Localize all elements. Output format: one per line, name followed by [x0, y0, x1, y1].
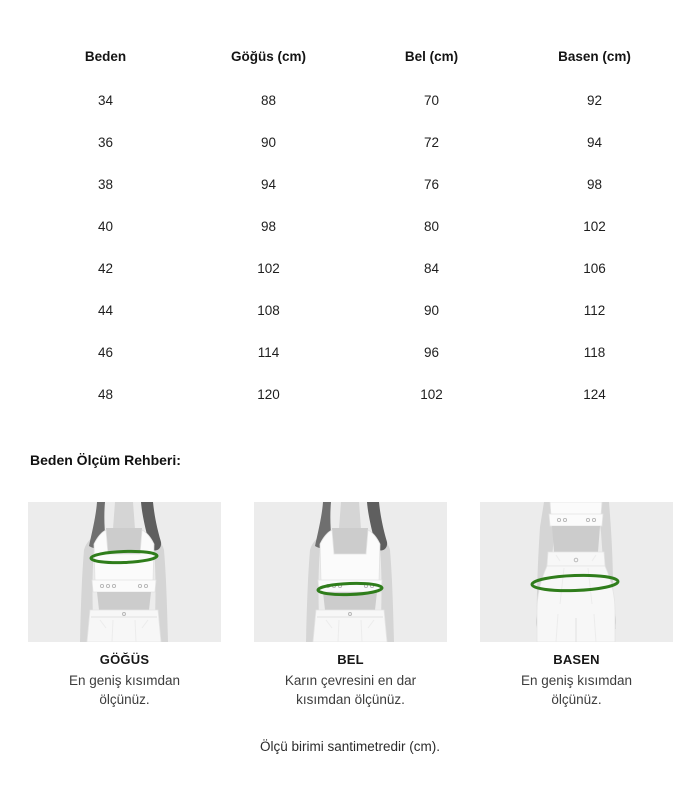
- table-row: [24, 247, 676, 289]
- chest-description: En geniş kısımdan ölçünüz.: [68, 673, 181, 707]
- guide-item-chest: [28, 502, 221, 709]
- column-header-gogus: Göğüs (cm): [230, 49, 306, 64]
- size-guide-page: [0, 34, 700, 754]
- hip-cell: 106: [583, 260, 606, 276]
- measurement-unit-note: Ölçü birimi santimetredir (cm).: [259, 739, 441, 754]
- table-row: [24, 331, 676, 373]
- chest-figure-graphic: [28, 502, 221, 642]
- chest-cell: 102: [257, 260, 280, 276]
- waist-cell: 102: [420, 386, 443, 402]
- table-row: [24, 289, 676, 331]
- hip-figure-graphic: [480, 502, 673, 642]
- hip-cell: 102: [583, 218, 606, 234]
- chest-label: GÖĞÜS: [99, 652, 150, 667]
- hip-cell: 118: [583, 344, 606, 360]
- waist-cell: 90: [423, 302, 440, 318]
- chest-cell: 114: [257, 344, 280, 360]
- waist-cell: 80: [423, 218, 440, 234]
- waist-cell: 84: [423, 260, 440, 276]
- waist-label: BEL: [337, 652, 364, 667]
- guide-item-hip: [480, 502, 673, 709]
- chest-cell: 94: [260, 176, 277, 192]
- size-cell: 38: [97, 176, 114, 192]
- table-row: [24, 373, 676, 415]
- size-cell: 44: [97, 302, 114, 318]
- size-cell: 48: [97, 386, 114, 402]
- chest-cell: 88: [260, 92, 277, 108]
- waist-measurement-image: [254, 502, 447, 642]
- hip-measurement-image: [480, 502, 673, 642]
- size-cell: 42: [97, 260, 114, 276]
- column-header-beden: Beden: [84, 49, 127, 64]
- chest-measurement-image: [28, 502, 221, 642]
- waist-figure-graphic: [254, 502, 447, 642]
- table-row: [24, 163, 676, 205]
- column-header-basen: Basen (cm): [558, 49, 631, 64]
- column-header-bel: Bel (cm): [404, 49, 459, 64]
- waist-cell: 72: [423, 134, 440, 150]
- size-table-header: [24, 34, 676, 79]
- waist-cell: 70: [423, 92, 440, 108]
- table-row: [24, 79, 676, 121]
- size-cell: 40: [97, 218, 114, 234]
- chest-cell: 90: [260, 134, 277, 150]
- size-cell: 46: [97, 344, 114, 360]
- table-row: [24, 121, 676, 163]
- chest-cell: 98: [260, 218, 277, 234]
- chest-cell: 120: [257, 386, 280, 402]
- guide-heading: Beden Ölçüm Rehberi:: [30, 452, 181, 468]
- size-cell: 36: [97, 134, 114, 150]
- chest-cell: 108: [257, 302, 280, 318]
- hip-cell: 112: [583, 302, 606, 318]
- waist-description: Karın çevresini en dar kısımdan ölçünüz.: [284, 673, 417, 707]
- hip-cell: 92: [586, 92, 603, 108]
- size-table: [24, 34, 676, 415]
- hip-cell: 124: [583, 386, 606, 402]
- hip-cell: 94: [586, 134, 603, 150]
- hip-label: BASEN: [553, 652, 600, 667]
- size-cell: 34: [97, 92, 114, 108]
- waist-cell: 76: [423, 176, 440, 192]
- waist-cell: 96: [423, 344, 440, 360]
- guide-item-waist: [254, 502, 447, 709]
- hip-description: En geniş kısımdan ölçünüz.: [520, 673, 633, 707]
- hip-cell: 98: [586, 176, 603, 192]
- measurement-guide: [0, 502, 700, 709]
- table-row: [24, 205, 676, 247]
